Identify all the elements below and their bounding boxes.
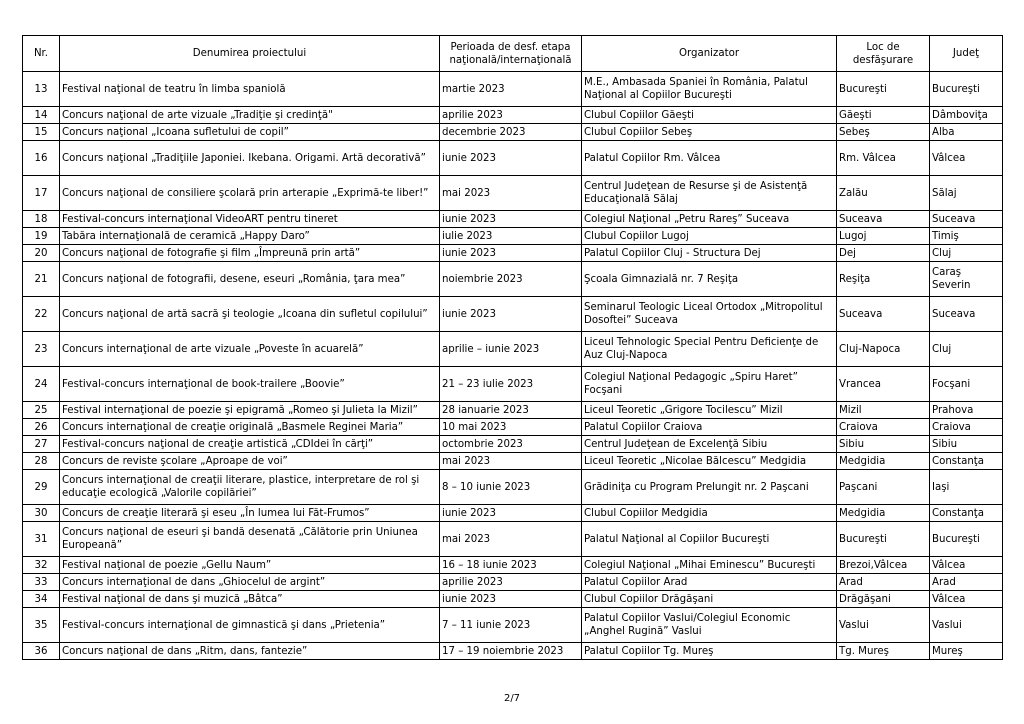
table-row bbox=[23, 436, 1003, 453]
cell-nr: 35 bbox=[23, 608, 60, 643]
cell-location: Suceava bbox=[837, 297, 930, 332]
table-row bbox=[23, 211, 1003, 228]
cell-county: Suceava bbox=[930, 297, 1003, 332]
projects-table bbox=[22, 35, 1003, 660]
table-row bbox=[23, 522, 1003, 557]
cell-period: iunie 2023 bbox=[440, 591, 582, 608]
cell-location: Cluj-Napoca bbox=[837, 332, 930, 367]
cell-location: Brezoi,Vâlcea bbox=[837, 557, 930, 574]
cell-project-name: Festival naţional de poezie „Gellu Naum” bbox=[60, 557, 440, 574]
table-row bbox=[23, 574, 1003, 591]
cell-period: octombrie 2023 bbox=[440, 436, 582, 453]
cell-location: Drăgăşani bbox=[837, 591, 930, 608]
cell-organizer: Palatul Copiilor Craiova bbox=[582, 419, 837, 436]
cell-period: 10 mai 2023 bbox=[440, 419, 582, 436]
table-row bbox=[23, 608, 1003, 643]
cell-organizer: Clubul Copiilor Lugoj bbox=[582, 228, 837, 245]
header-location: Loc de desfăşurare bbox=[837, 36, 930, 72]
header-organizer: Organizator bbox=[582, 36, 837, 72]
cell-county: Vâlcea bbox=[930, 591, 1003, 608]
cell-period: 7 – 11 iunie 2023 bbox=[440, 608, 582, 643]
table-row bbox=[23, 124, 1003, 141]
table-row bbox=[23, 470, 1003, 505]
page-number: 2/7 bbox=[503, 693, 521, 704]
table-row bbox=[23, 72, 1003, 107]
cell-project-name: Festival-concurs internaţional de book-trailere „Boovie” bbox=[60, 367, 440, 402]
cell-county: Arad bbox=[930, 574, 1003, 591]
cell-nr: 33 bbox=[23, 574, 60, 591]
table-row bbox=[23, 141, 1003, 176]
cell-nr: 31 bbox=[23, 522, 60, 557]
cell-nr: 22 bbox=[23, 297, 60, 332]
cell-nr: 36 bbox=[23, 643, 60, 660]
cell-organizer: Clubul Copiilor Găeşti bbox=[582, 107, 837, 124]
cell-organizer: Grădiniţa cu Program Prelungit nr. 2 Paşcani bbox=[582, 470, 837, 505]
table-row bbox=[23, 505, 1003, 522]
cell-nr: 27 bbox=[23, 436, 60, 453]
cell-location: Zalău bbox=[837, 176, 930, 211]
cell-county: Cluj bbox=[930, 332, 1003, 367]
cell-organizer: Centrul Judeţean de Resurse şi de Asistenţă Educaţională Sălaj bbox=[582, 176, 837, 211]
cell-county: Suceava bbox=[930, 211, 1003, 228]
table-row bbox=[23, 419, 1003, 436]
cell-nr: 20 bbox=[23, 245, 60, 262]
cell-project-name: Concurs internaţional de dans „Ghiocelul de argint” bbox=[60, 574, 440, 591]
cell-nr: 23 bbox=[23, 332, 60, 367]
cell-period: 21 – 23 iulie 2023 bbox=[440, 367, 582, 402]
cell-project-name: Concurs naţional „Tradiţiile Japoniei. Ikebana. Origami. Artă decorativă” bbox=[60, 141, 440, 176]
cell-county: Dâmboviţa bbox=[930, 107, 1003, 124]
cell-location: Lugoj bbox=[837, 228, 930, 245]
cell-period: 8 – 10 iunie 2023 bbox=[440, 470, 582, 505]
cell-project-name: Concurs naţional de eseuri şi bandă desenată „Călătorie prin Uniunea Europeană” bbox=[60, 522, 440, 557]
table-row bbox=[23, 245, 1003, 262]
cell-project-name: Festival internaţional de poezie şi epigramă „Romeo şi Julieta la Mizil” bbox=[60, 402, 440, 419]
cell-location: Vrancea bbox=[837, 367, 930, 402]
header-name: Denumirea proiectului bbox=[60, 36, 440, 72]
cell-project-name: Concurs naţional de dans „Ritm, dans, fantezie” bbox=[60, 643, 440, 660]
cell-county: Caraş Severin bbox=[930, 262, 1003, 297]
cell-nr: 25 bbox=[23, 402, 60, 419]
cell-location: Craiova bbox=[837, 419, 930, 436]
cell-county: Vâlcea bbox=[930, 557, 1003, 574]
header-row bbox=[23, 36, 1003, 72]
cell-organizer: Colegiul Naţional Pedagogic „Spiru Haret” Focşani bbox=[582, 367, 837, 402]
cell-organizer: Clubul Copiilor Drăgăşani bbox=[582, 591, 837, 608]
cell-location: Bucureşti bbox=[837, 522, 930, 557]
cell-location: Suceava bbox=[837, 211, 930, 228]
cell-nr: 30 bbox=[23, 505, 60, 522]
cell-county: Alba bbox=[930, 124, 1003, 141]
cell-organizer: Liceul Tehnologic Special Pentru Deficienţe de Auz Cluj-Napoca bbox=[582, 332, 837, 367]
cell-location: Vaslui bbox=[837, 608, 930, 643]
table-row bbox=[23, 297, 1003, 332]
cell-nr: 28 bbox=[23, 453, 60, 470]
cell-organizer: Colegiul Naţional „Mihai Eminescu” Bucureşti bbox=[582, 557, 837, 574]
table-row bbox=[23, 557, 1003, 574]
cell-organizer: Palatul Copiilor Rm. Vâlcea bbox=[582, 141, 837, 176]
cell-period: 16 – 18 iunie 2023 bbox=[440, 557, 582, 574]
cell-location: Medgidia bbox=[837, 453, 930, 470]
cell-period: decembrie 2023 bbox=[440, 124, 582, 141]
cell-location: Arad bbox=[837, 574, 930, 591]
cell-county: Craiova bbox=[930, 419, 1003, 436]
cell-location: Bucureşti bbox=[837, 72, 930, 107]
cell-county: Focşani bbox=[930, 367, 1003, 402]
cell-period: 17 – 19 noiembrie 2023 bbox=[440, 643, 582, 660]
table-row bbox=[23, 591, 1003, 608]
cell-project-name: Festival-concurs naţional de creaţie artistică „CDIdei în cărţi” bbox=[60, 436, 440, 453]
cell-location: Sebeş bbox=[837, 124, 930, 141]
cell-period: aprilie 2023 bbox=[440, 107, 582, 124]
cell-project-name: Festival-concurs internaţional VideoART pentru tineret bbox=[60, 211, 440, 228]
table-row bbox=[23, 107, 1003, 124]
cell-organizer: Palatul Copiilor Vaslui/Colegiul Economic „Anghel Rugină” Vaslui bbox=[582, 608, 837, 643]
cell-period: mai 2023 bbox=[440, 522, 582, 557]
cell-period: 28 ianuarie 2023 bbox=[440, 402, 582, 419]
cell-project-name: Concurs de reviste şcolare „Aproape de voi” bbox=[60, 453, 440, 470]
table-row bbox=[23, 367, 1003, 402]
cell-organizer: Clubul Copiilor Sebeş bbox=[582, 124, 837, 141]
cell-nr: 32 bbox=[23, 557, 60, 574]
cell-period: iunie 2023 bbox=[440, 141, 582, 176]
cell-location: Mizil bbox=[837, 402, 930, 419]
cell-nr: 14 bbox=[23, 107, 60, 124]
table-row bbox=[23, 643, 1003, 660]
cell-project-name: Concurs internaţional de arte vizuale „Poveste în acuarelă” bbox=[60, 332, 440, 367]
table-row bbox=[23, 332, 1003, 367]
cell-organizer: Palatul Copiilor Arad bbox=[582, 574, 837, 591]
cell-project-name: Tabăra internaţională de ceramică „Happy Daro” bbox=[60, 228, 440, 245]
cell-county: Cluj bbox=[930, 245, 1003, 262]
header-county: Judeţ bbox=[930, 36, 1003, 72]
cell-organizer: Centrul Judeţean de Excelenţă Sibiu bbox=[582, 436, 837, 453]
table-row bbox=[23, 262, 1003, 297]
cell-location: Găeşti bbox=[837, 107, 930, 124]
cell-project-name: Concurs naţional de fotografie şi film „Împreună prin artă” bbox=[60, 245, 440, 262]
cell-organizer: Palatul Copiilor Tg. Mureş bbox=[582, 643, 837, 660]
cell-county: Sălaj bbox=[930, 176, 1003, 211]
cell-nr: 29 bbox=[23, 470, 60, 505]
cell-nr: 15 bbox=[23, 124, 60, 141]
cell-organizer: Clubul Copiilor Medgidia bbox=[582, 505, 837, 522]
cell-period: martie 2023 bbox=[440, 72, 582, 107]
cell-period: iunie 2023 bbox=[440, 211, 582, 228]
cell-project-name: Concurs naţional de arte vizuale „Tradiţie şi credinţă" bbox=[60, 107, 440, 124]
cell-project-name: Festival naţional de teatru în limba spaniolă bbox=[60, 72, 440, 107]
cell-county: Vaslui bbox=[930, 608, 1003, 643]
cell-project-name: Concurs internaţional de creaţie originală „Basmele Reginei Maria” bbox=[60, 419, 440, 436]
cell-county: Timiş bbox=[930, 228, 1003, 245]
cell-organizer: Palatul Naţional al Copiilor Bucureşti bbox=[582, 522, 837, 557]
cell-project-name: Festival-concurs internaţional de gimnastică şi dans „Prietenia” bbox=[60, 608, 440, 643]
header-period: Perioada de desf. etapa naţională/internaţională bbox=[440, 36, 582, 72]
cell-county: Iaşi bbox=[930, 470, 1003, 505]
header-nr: Nr. bbox=[23, 36, 60, 72]
cell-project-name: Concurs naţional de consiliere şcolară prin arterapie „Exprimă-te liber!” bbox=[60, 176, 440, 211]
cell-nr: 17 bbox=[23, 176, 60, 211]
cell-county: Mureş bbox=[930, 643, 1003, 660]
cell-period: mai 2023 bbox=[440, 453, 582, 470]
cell-project-name: Concurs de creaţie literară şi eseu „În lumea lui Făt-Frumos” bbox=[60, 505, 440, 522]
cell-nr: 19 bbox=[23, 228, 60, 245]
cell-location: Dej bbox=[837, 245, 930, 262]
cell-project-name: Concurs naţional „Icoana sufletului de copil” bbox=[60, 124, 440, 141]
cell-period: iulie 2023 bbox=[440, 228, 582, 245]
cell-location: Tg. Mureş bbox=[837, 643, 930, 660]
table-row bbox=[23, 453, 1003, 470]
cell-nr: 26 bbox=[23, 419, 60, 436]
cell-county: Constanţa bbox=[930, 453, 1003, 470]
cell-location: Paşcani bbox=[837, 470, 930, 505]
cell-county: Vâlcea bbox=[930, 141, 1003, 176]
cell-nr: 34 bbox=[23, 591, 60, 608]
cell-period: noiembrie 2023 bbox=[440, 262, 582, 297]
cell-county: Constanţa bbox=[930, 505, 1003, 522]
cell-location: Sibiu bbox=[837, 436, 930, 453]
cell-project-name: Concurs internaţional de creaţii literare, plastice, interpretare de rol şi educaţie ecologică „Valorile copilăriei” bbox=[60, 470, 440, 505]
cell-nr: 16 bbox=[23, 141, 60, 176]
cell-county: Bucureşti bbox=[930, 522, 1003, 557]
cell-period: aprilie 2023 bbox=[440, 574, 582, 591]
table-body bbox=[23, 72, 1003, 660]
cell-organizer: Şcoala Gimnazială nr. 7 Reşiţa bbox=[582, 262, 837, 297]
cell-location: Reşiţa bbox=[837, 262, 930, 297]
cell-period: iunie 2023 bbox=[440, 297, 582, 332]
table-row bbox=[23, 402, 1003, 419]
cell-organizer: Palatul Copiilor Cluj - Structura Dej bbox=[582, 245, 837, 262]
table-row bbox=[23, 228, 1003, 245]
cell-period: mai 2023 bbox=[440, 176, 582, 211]
cell-project-name: Festival naţional de dans şi muzică „Bâtca” bbox=[60, 591, 440, 608]
cell-period: iunie 2023 bbox=[440, 505, 582, 522]
cell-nr: 13 bbox=[23, 72, 60, 107]
cell-period: aprilie – iunie 2023 bbox=[440, 332, 582, 367]
cell-nr: 24 bbox=[23, 367, 60, 402]
cell-county: Sibiu bbox=[930, 436, 1003, 453]
cell-organizer: M.E., Ambasada Spaniei în România, Palatul Naţional al Copiilor Bucureşti bbox=[582, 72, 837, 107]
cell-project-name: Concurs naţional de artă sacră şi teologie „Icoana din sufletul copilului” bbox=[60, 297, 440, 332]
cell-organizer: Liceul Teoretic „Nicolae Bălcescu” Medgidia bbox=[582, 453, 837, 470]
cell-nr: 21 bbox=[23, 262, 60, 297]
cell-organizer: Liceul Teoretic „Grigore Tocilescu” Mizil bbox=[582, 402, 837, 419]
cell-organizer: Seminarul Teologic Liceal Ortodox „Mitropolitul Dosoftei” Suceava bbox=[582, 297, 837, 332]
cell-nr: 18 bbox=[23, 211, 60, 228]
cell-county: Prahova bbox=[930, 402, 1003, 419]
cell-location: Medgidia bbox=[837, 505, 930, 522]
cell-organizer: Colegiul Naţional „Petru Rareş” Suceava bbox=[582, 211, 837, 228]
table-row bbox=[23, 176, 1003, 211]
cell-location: Rm. Vâlcea bbox=[837, 141, 930, 176]
cell-county: Bucureşti bbox=[930, 72, 1003, 107]
cell-project-name: Concurs naţional de fotografii, desene, eseuri „România, ţara mea” bbox=[60, 262, 440, 297]
cell-period: iunie 2023 bbox=[440, 245, 582, 262]
